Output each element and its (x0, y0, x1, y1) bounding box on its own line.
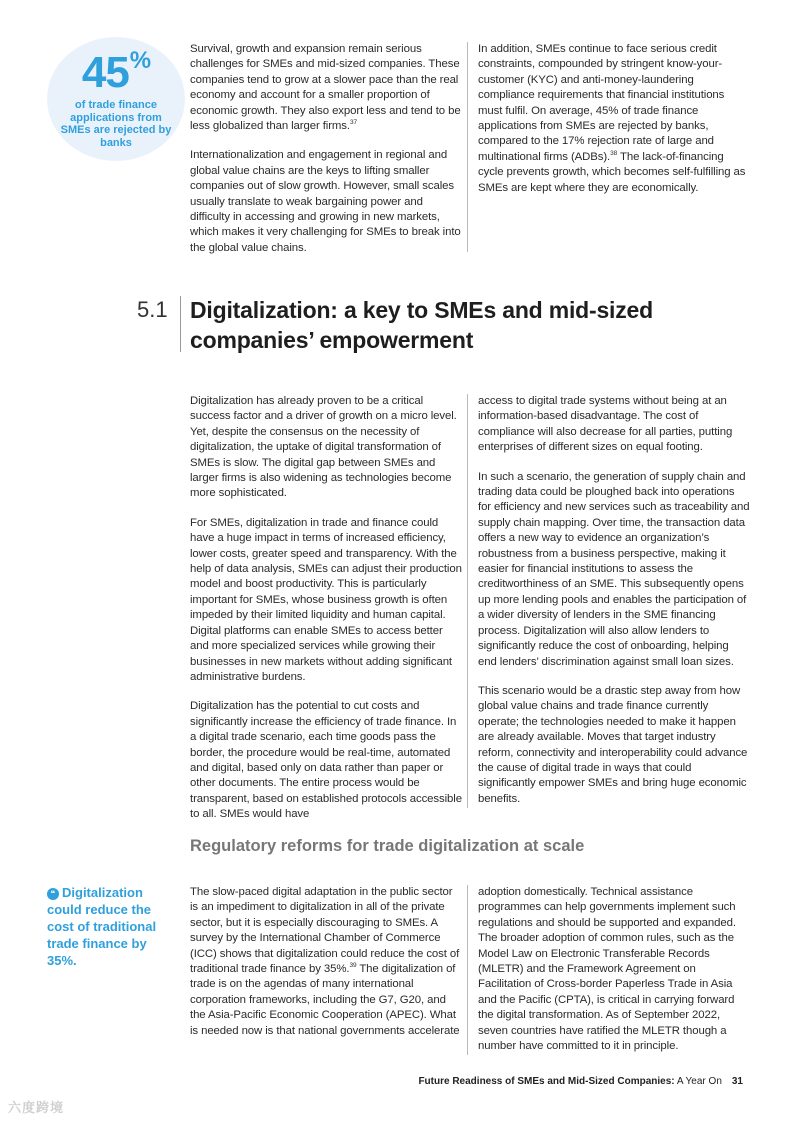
footnote-ref: 38 (610, 150, 618, 158)
body-left-paragraph-3: Digitalization has the potential to cut costs and significantly increase the efficiency of trade finance. In a digital trade scenario, each time goods pass the border, the procedure would be real-time, automated and digital, based only on data rather than paper or other documents. The entire process would be transparent, based on established protocols accessible to all. SMEs would have (190, 700, 462, 821)
column-divider (467, 394, 468, 808)
heading-divider (180, 296, 181, 352)
body-left-paragraph-2: For SMEs, digitalization in trade and finance could have a huge impact in terms of increased efficiency, lower costs, greater speed and transparency. With the help of data analysis, SMEs can adjust their production model and boost productivity. This is particularly important for SMEs, whose business growth is often impeded by their limited liquidity and human capital. Digital platforms can enable SMEs to access better and more specialized services while growing their businesses in new markets without adding significant administrative burdens. (190, 516, 462, 683)
section-title: Digitalization: a key to SMEs and mid-sized companies’ empowerment (190, 297, 653, 353)
intro-right-paragraph-1: In addition, SMEs continue to face serious credit constraints, compounded by stringent know-your-customer (KYC) and anti-money-laundering compliance requirements that financial institutions must fulfil. On average, 45% of trade finance applications from SMEs are rejected by banks, compared to the 17% rejection rate of large and multinational firms (ADBs).$^{38}$ The lack-of-financing cycle prevents growth, which becomes self-fulfilling as SMEs are kept where they are economically. (478, 43, 746, 194)
footnote-ref: 37 (349, 119, 357, 127)
body-right-paragraph-1: access to digital trade systems without being at an information-based disadvantage. The cost of compliance will also decrease for all parties, putting enterprises of different sizes on equal footing. (478, 395, 733, 454)
reg-right-column (478, 885, 750, 1054)
section-number: 5.1 (137, 297, 168, 322)
pull-quote (47, 884, 159, 969)
body-right-column (478, 394, 750, 807)
intro-left-paragraph-2: Internationalization and engagement in regional and global value chains are the keys to lifting smaller companies out of slow growth. However, small scales usually translate to weak bargaining power and difficulty in accessing and growing in new markets, which makes it very challenging for SMEs to break into the global value chains. (190, 149, 461, 254)
intro-left-paragraph-1: Survival, growth and expansion remain serious challenges for SMEs and mid-sized companies. These companies tend to grow at a slower pace than the real economy and account for a smaller proportion of economic growth. They also export less and tend to be less globalized than larger firms.$^{37}$ (190, 43, 461, 133)
pull-quote-text: Digitalization could reduce the cost of traditional trade finance by 35%. (47, 885, 157, 968)
page-footer (418, 1076, 743, 1087)
body-left-paragraph-1: Digitalization has already proven to be a critical success factor and a driver of growth on a micro level. Yet, despite the consensus on the necessity of digitalization, the uptake of digital transformation of SMEs is slow. The digital gap between SMEs and larger firms is also widening as technologies become more sophisticated. (190, 395, 457, 500)
footer-subtitle: A Year On (674, 1076, 722, 1087)
column-divider (467, 42, 468, 252)
page-number: 31 (731, 1076, 743, 1087)
body-right-paragraph-3: This scenario would be a drastic step away from how global value chains and trade finance currently operate; the technologies needed to make it happen are already available. Moves that target industry reform, connectivity and interoperability could advance the cause of digital trade in ways that could significantly empower SMEs and bring huge economic benefits. (478, 684, 748, 805)
column-divider (467, 885, 468, 1055)
intro-left-column (190, 42, 462, 256)
watermark: 六度跨境 (8, 1100, 65, 1115)
reg-left-paragraph-1: The slow-paced digital adaptation in the public sector is an impediment to digitalization in all of the private sector, but it is especially discouraging to SMEs. A survey by the International Chamber of Commerce (ICC) shows that digitalization could reduce the cost of traditional trade finance by 35%.$^{39}$ The digitalization of trade is on the agendas of many international corporation frameworks, including the G7, G20, and the Asia-Pacific Economic Cooperation (APEC). What is needed now is that national governments accelerate (190, 886, 460, 1037)
body-left-column (190, 394, 462, 823)
footnote-ref: 39 (349, 962, 357, 970)
intro-right-column (478, 42, 750, 196)
stat-caption: of trade finance applications from SMEs are rejected by banks (60, 99, 172, 149)
quote-icon: ❝ (47, 888, 59, 900)
subsection-title: Regulatory reforms for trade digitalization at scale (190, 837, 585, 855)
body-right-paragraph-2: In such a scenario, the generation of supply chain and trading data could be ploughed back into operations for efficiency and new services such as traceability and supply chain mapping. Over time, the transaction data offers a new way to evidence an organization’s robustness from a business perspective, making it easier for financial institutions to assess the creditworthiness of an SME. This subsequently opens up more lending pools and enables the participation of a wider diversity of lenders in the SME financing process. Digitalization will also allow lenders to significantly reduce the cost of onboarding, helping end lenders’ discrimination against small loan sizes. (478, 470, 750, 668)
reg-left-column (190, 885, 462, 1039)
stat-circle (47, 37, 185, 161)
reg-right-paragraph-1: adoption domestically. Technical assistance programmes can help governments implement such regulations and should be supported and expanded. The broader adoption of common rules, such as the Model Law on Electronic Transferable Records (MLETR) and the Framework Agreement on Facilitation of Cross-border Paperless Trade in Asia and the Pacific (CPTA), is critical in carrying forward the digital transformation. As of September 2022, seven countries have ratified the MLETR though a number have committed to it in principle. (478, 886, 736, 1053)
stat-number: 45% (81, 47, 151, 97)
stat-unit: % (129, 47, 151, 74)
footer-title: Future Readiness of SMEs and Mid-Sized Companies: (418, 1076, 675, 1087)
